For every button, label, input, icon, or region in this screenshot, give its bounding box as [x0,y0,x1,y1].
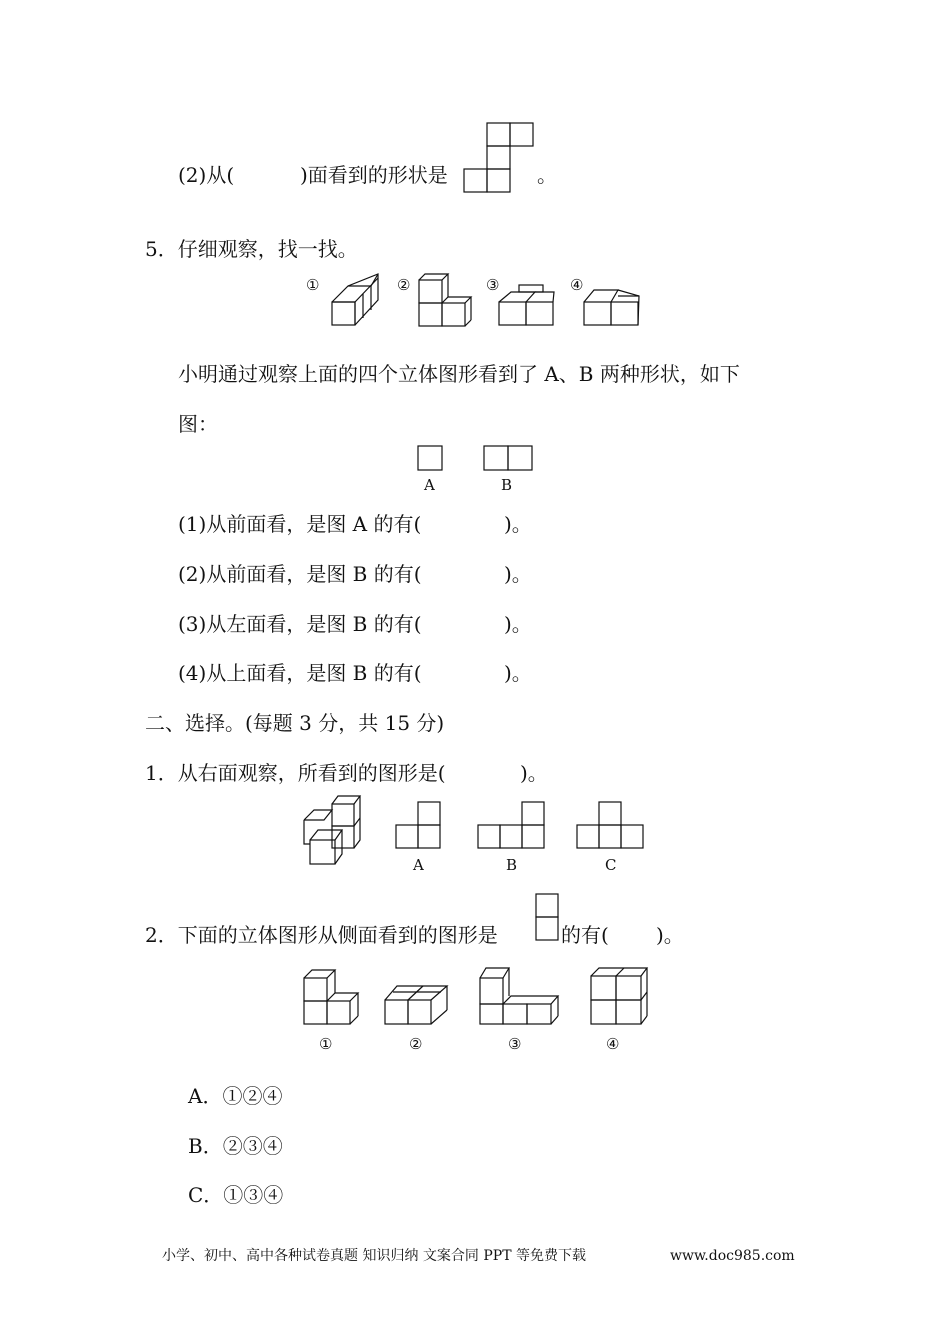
q4-part2-end: 。 [537,163,557,187]
q5-item-2-close: )。 [504,562,532,586]
q5-shape-a-label: A [424,476,435,494]
s2q2-close: )。 [656,923,684,947]
q5-item-3-close: )。 [504,612,532,636]
footer-url: www.doc985.com [670,1248,795,1264]
s2q1-solid [302,794,364,868]
q5-figure-3 [497,284,557,328]
q5-figure-4 [582,284,642,328]
s2q2-fig-label-1: ① [319,1035,333,1053]
s2q1-option-b-label: B [506,856,518,874]
q5-item-1-close: )。 [504,512,532,536]
q4-part2-suffix: )面看到的形状是 [300,163,448,187]
footer-left: 小学、初中、高中各种试卷真题 知识归纳 文案合同 PPT 等免费下载 [162,1248,586,1264]
s2q2-figure-1 [302,968,360,1028]
q5-shape-a [417,445,445,473]
s2q2-choice-c: C．①③④ [188,1183,284,1207]
q4-view-shape [463,122,538,194]
section2-title: 二、选择。(每题 3 分，共 15 分) [145,711,445,735]
s2q2-text: 2．下面的立体图形从侧面看到的图形是 [145,923,498,947]
s2q1-option-c-label: C [605,856,617,874]
q5-item-4: (4)从上面看，是图 B 的有( [178,661,422,685]
s2q1-option-b [476,800,550,852]
q5-item-3: (3)从左面看，是图 B 的有( [178,612,422,636]
q5-shape-b-label: B [501,476,513,494]
q5-title: 5．仔细观察，找一找。 [145,237,358,261]
s2q2-fig-label-2: ② [409,1035,423,1053]
q5-item-2: (2)从前面看，是图 B 的有( [178,562,422,586]
q5-intro-line1: 小明通过观察上面的四个立体图形看到了 A、B 两种形状，如下 [178,362,740,386]
s2q2-after: 的有( [561,923,609,947]
q5-fig-label-2: ② [397,276,411,294]
s2q1-option-c [575,800,649,852]
q5-fig-label-4: ④ [570,276,584,294]
q5-figure-2 [417,270,475,328]
s2q1-option-a-label: A [413,856,424,874]
s2q2-figure-3 [478,966,560,1028]
s2q2-choice-b: B．②③④ [188,1134,283,1158]
q5-item-4-close: )。 [504,661,532,685]
q5-shape-b [483,445,535,473]
q5-item-1: (1)从前面看，是图 A 的有( [178,512,422,536]
q4-part2-prefix: (2)从( [178,163,235,187]
q5-intro-line2: 图： [178,412,218,436]
s2q1-text: 1．从右面观察，所看到的图形是( [145,761,446,785]
s2q2-figure-2 [383,982,457,1028]
s2q2-fig-label-3: ③ [508,1035,522,1053]
s2q1-close: )。 [520,761,548,785]
q5-fig-label-3: ③ [486,276,500,294]
s2q2-target-shape [534,892,562,944]
s2q2-choice-a: A．①②④ [188,1084,283,1108]
s2q1-option-a [394,800,444,852]
s2q2-figure-4 [589,966,649,1028]
s2q2-fig-label-4: ④ [606,1035,620,1053]
q5-fig-label-1: ① [306,276,320,294]
q5-figure-1 [330,272,386,328]
